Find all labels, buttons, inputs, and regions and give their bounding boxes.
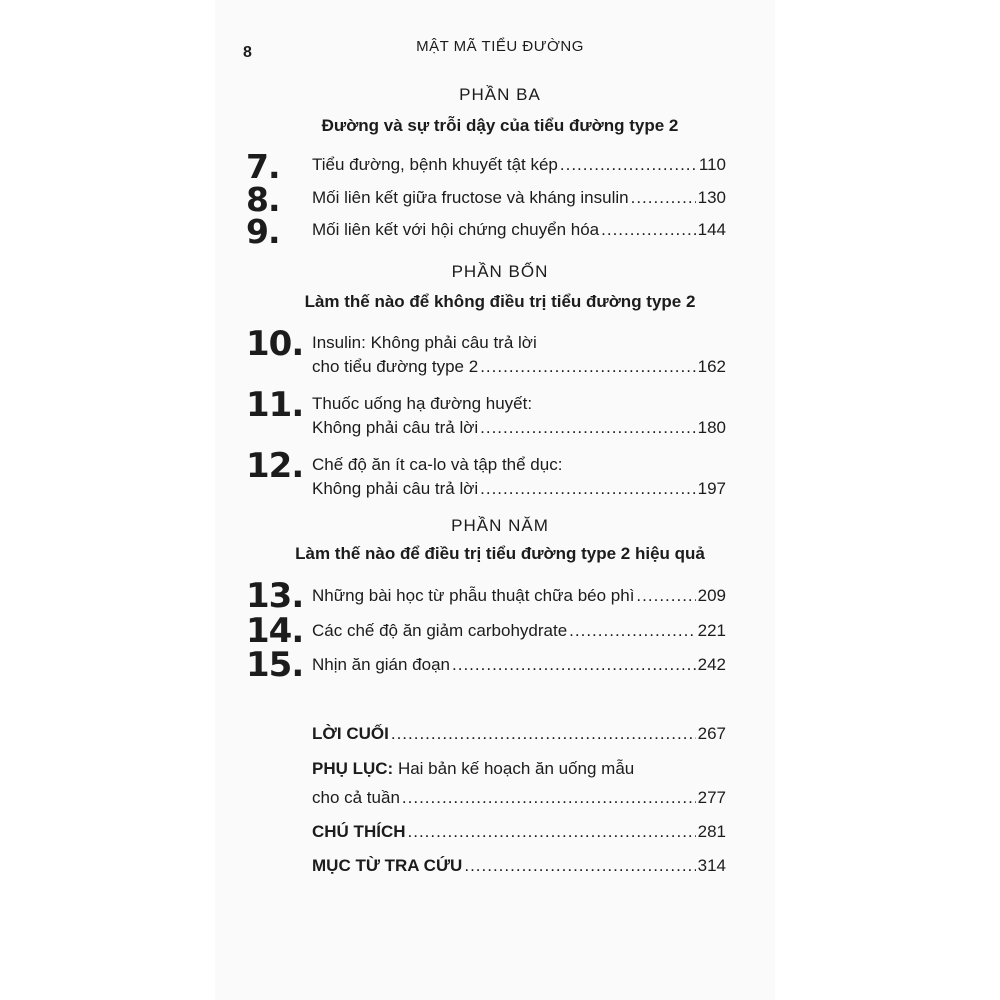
chapter-title: Nhịn ăn gián đoạn (312, 655, 451, 674)
appendix-title: Hai bản kế hoạch ăn uống mẫu (397, 759, 635, 778)
chapter-number: 9. (246, 212, 280, 251)
chapter-page: 242 (697, 655, 726, 674)
part-four-title: PHẦN BỐN (451, 262, 549, 281)
dot-leader (569, 621, 695, 641)
back-matter-page: 277 (697, 788, 726, 807)
dot-leader (452, 655, 696, 675)
dot-leader (560, 155, 697, 175)
back-matter-page: 267 (697, 724, 726, 743)
chapter-page: 197 (697, 479, 726, 498)
chapter-number: 8. (246, 180, 280, 219)
chapter-page: 130 (697, 188, 726, 207)
chapter-number: 12. (246, 446, 304, 486)
dot-leader (480, 357, 695, 377)
dot-leader (480, 479, 695, 499)
back-matter-page: 314 (697, 856, 726, 875)
running-header: MẬT MÃ TIỂU ĐƯỜNG (416, 38, 584, 55)
dot-leader (408, 822, 696, 842)
appendix-title-line-2: cho cả tuần (312, 788, 400, 807)
chapter-title-line-1: Chế độ ăn ít ca-lo và tập thể dục: (312, 455, 563, 474)
back-matter-title: CHÚ THÍCH (312, 822, 406, 841)
chapter-page: 162 (697, 357, 726, 376)
chapter-title: Tiểu đường, bệnh khuyết tật kép (312, 155, 558, 174)
chapter-title-line-1: Thuốc uống hạ đường huyết: (312, 394, 533, 413)
chapter-number: 13. (246, 576, 304, 616)
dot-leader (464, 856, 695, 876)
back-matter-title: LỜI CUỐI (312, 724, 389, 743)
chapter-number: 15. (246, 645, 304, 685)
book-page (215, 0, 775, 1000)
dot-leader (402, 788, 696, 808)
part-five-title: PHẦN NĂM (451, 516, 549, 535)
chapter-page: 110 (698, 155, 726, 174)
chapter-number: 14. (246, 611, 304, 651)
back-matter-page: 281 (697, 822, 726, 841)
chapter-number: 11. (246, 385, 304, 425)
part-three-subtitle: Đường và sự trỗi dậy của tiểu đường type 2 (321, 116, 679, 135)
chapter-page: 221 (697, 621, 726, 640)
appendix-label: PHỤ LỤC: (312, 759, 394, 778)
chapter-title-line-2: cho tiểu đường type 2 (312, 357, 479, 376)
back-matter-title: MỤC TỪ TRA CỨU (312, 856, 463, 875)
part-three-title: PHẦN BA (459, 85, 541, 104)
page-number: 8 (243, 44, 252, 61)
chapter-number: 7. (246, 147, 280, 186)
dot-leader (601, 220, 695, 240)
part-five-subtitle: Làm thế nào để điều trị tiểu đường type 2 hiệu quả (295, 544, 705, 563)
chapter-title: Những bài học từ phẫu thuật chữa béo phì (312, 586, 635, 605)
chapter-title-line-1: Insulin: Không phải câu trả lời (312, 333, 537, 352)
chapter-title: Mối liên kết giữa fructose và kháng insulin (312, 188, 629, 207)
chapter-page: 180 (697, 418, 726, 437)
chapter-number: 10. (246, 324, 304, 364)
chapter-title-line-2: Không phải câu trả lời (312, 479, 479, 498)
chapter-page: 144 (697, 220, 726, 239)
chapter-title: Mối liên kết với hội chứng chuyển hóa (312, 220, 600, 239)
part-four-subtitle: Làm thế nào để không điều trị tiểu đường type 2 (304, 292, 696, 311)
dot-leader (631, 188, 696, 208)
dot-leader (636, 586, 695, 606)
dot-leader (391, 724, 696, 744)
chapter-title: Các chế độ ăn giảm carbohydrate (312, 621, 568, 640)
dot-leader (480, 418, 695, 438)
chapter-page: 209 (697, 586, 726, 605)
chapter-title-line-2: Không phải câu trả lời (312, 418, 479, 437)
